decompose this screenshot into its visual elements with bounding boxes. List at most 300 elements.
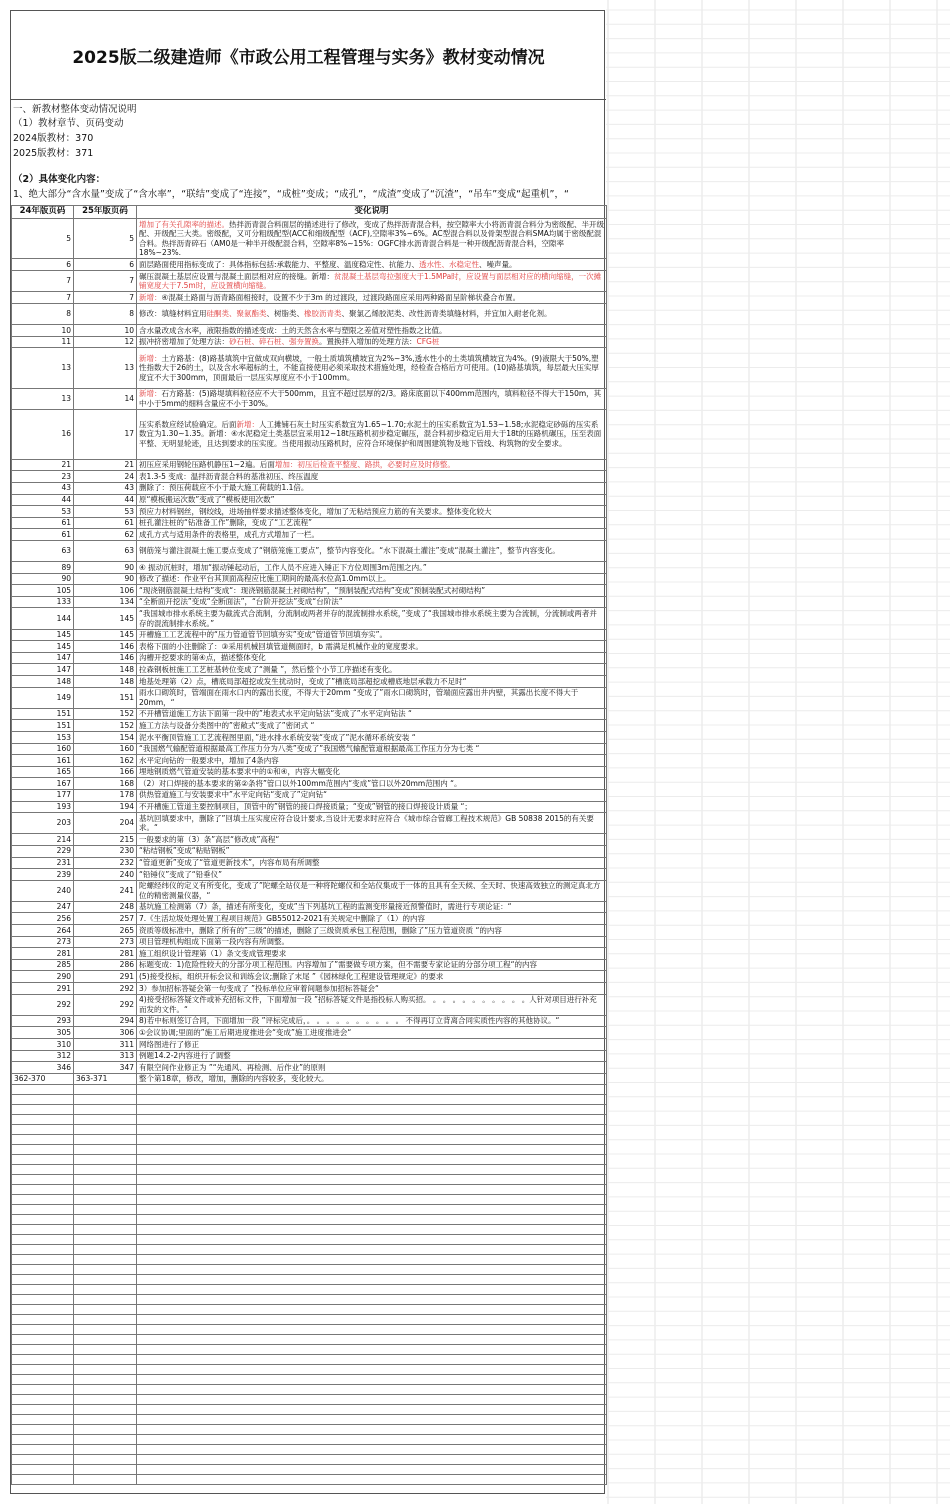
- empty-cell: [74, 1105, 137, 1115]
- page-2024-cell: 8: [12, 303, 74, 324]
- desc-text: 热拌沥青混合料面层的描述进行了修改，变成了热拌沥青混合料，按空隙率大小将沥青混合料分为密级配、半开级配、开级配三大类。密级配，又可分粗级配型(ACC和细级配型（ACF),空隙率3%~6%。AC型混合料以及骨架型混合料SMA均属于密级配混合料。热拌沥青碎石（AM0是一种半开级配混合料，空隙率8%~15%：OGFC排水沥青混合料是一种开级配沥青混合料，空隙率18%~23%.: [139, 219, 604, 258]
- page-2024-cell: 89: [12, 562, 74, 574]
- table-row: [12, 959, 607, 971]
- page-2025-cell: 14: [74, 388, 137, 409]
- desc-text: 雨水口砌筑时，管端面在雨水口内的露出长度，不得大于20mm “变成了”雨水口砌筑时，管端面应露出井内壁，其露出长度不得大于20mm，“: [139, 688, 579, 707]
- empty-row: [12, 1255, 607, 1265]
- page-2024-cell: 145: [12, 629, 74, 641]
- page-2025-cell: 13: [74, 348, 137, 388]
- table-row: [12, 925, 607, 937]
- page-2024-cell: 160: [12, 743, 74, 755]
- empty-cell: [137, 1115, 607, 1125]
- change-desc-cell: [137, 652, 607, 664]
- table-row: [12, 336, 607, 348]
- empty-cell: [74, 1315, 137, 1325]
- desc-text: “铅锤仪”变成了“铅垂仪”: [139, 869, 223, 879]
- empty-row: [12, 1155, 607, 1165]
- table-row: [12, 409, 607, 459]
- page-2025-cell: 281: [74, 948, 137, 960]
- empty-cell: [137, 1275, 607, 1285]
- empty-cell: [74, 1405, 137, 1415]
- empty-cell: [137, 1265, 607, 1275]
- table-row: [12, 789, 607, 801]
- page-title: 2025版二级建造师《市政公用工程管理与实务》教材变动情况: [11, 11, 606, 100]
- desc-text: “全断面开挖法”变成“全断面法”，“台阶开挖法”变成“台阶法”: [139, 597, 343, 607]
- page-2025-cell: 313: [74, 1050, 137, 1062]
- header-2025-page: 25年版页码: [74, 206, 137, 219]
- page-2024-cell: 105: [12, 585, 74, 597]
- empty-cell: [137, 1205, 607, 1215]
- empty-row: [12, 1385, 607, 1395]
- highlight-text: 硅酮类、聚氨酯类: [206, 309, 267, 319]
- highlight-text: 砂石桩、碎石桩、强夯置换: [229, 337, 319, 347]
- desc-text: 预应力材料钢丝，钢绞线，进场抽样要求描述整体变化，增加了无粘结预应力筋的有关要求。整体变化较大: [139, 506, 492, 516]
- page-2024-cell: 149: [12, 687, 74, 708]
- intro-line-3: 2024版教材：370: [13, 133, 94, 144]
- change-desc-cell: [137, 219, 607, 259]
- page-2024-cell: 145: [12, 641, 74, 653]
- empty-row: [12, 1335, 607, 1345]
- change-desc-cell: [137, 983, 607, 995]
- page-2024-cell: 167: [12, 778, 74, 790]
- page-2025-cell: 53: [74, 506, 137, 518]
- table-row: [12, 857, 607, 869]
- desc-text: 基坑回填要求中，删除了”回填土压实度应符合设计要求,当设计无要求时应符合《城市综合管廊工程技术规范》GB 50838 2015的有关要求。“: [139, 813, 594, 833]
- page-2025-cell: 168: [74, 778, 137, 790]
- empty-cell: [12, 1335, 74, 1345]
- empty-cell: [74, 1325, 137, 1335]
- empty-cell: [74, 1455, 137, 1465]
- table-row: [12, 778, 607, 790]
- empty-cell: [12, 1365, 74, 1375]
- empty-cell: [12, 1185, 74, 1195]
- change-desc-cell: [137, 482, 607, 494]
- empty-cell: [137, 1335, 607, 1345]
- highlight-text: 增加了有关孔隙率的描述。: [139, 219, 229, 229]
- empty-cell: [137, 1295, 607, 1305]
- desc-text: 资质等级标准中，删除了所有的”三级“的描述，删除了三级资质承包工程范围，删除了”压力管道资质 “的内容: [139, 925, 502, 935]
- desc-text: 土方路基：(8)路基填筑中宜做成双向横坡，一般土质填筑横坡宜为2%~3%,透水性小的土类填筑横坡宜为4%。(9)液限大于50%,塑性指数大于26的土，以及含水率超标的土，不能直接使用必须采取技术措施处理，经检查合格后方可使用。(10)路基填筑，每层最大压实厚度宜不大于300mm，顶面最后一层压实厚度应不小于100mm。: [139, 353, 599, 382]
- empty-row: [12, 1415, 607, 1425]
- change-desc-cell: [137, 1062, 607, 1074]
- desc-text: 原“模板搬运次数”变成了“模板使用次数”: [139, 495, 275, 505]
- page-2024-cell: 63: [12, 540, 74, 561]
- change-desc-cell: [137, 687, 607, 708]
- desc-text: 不开槽管道施工方法下面第一段中的”地表式水平定向钻法“变成了”水平定向钻法 “: [139, 709, 412, 719]
- desc-text: 修改了描述：作业平台其顶面高程应比施工期间的最高水位高1.0mm以上。: [139, 574, 391, 584]
- page-2024-cell: 147: [12, 652, 74, 664]
- empty-cell: [12, 1465, 74, 1475]
- page-2024-cell: 229: [12, 845, 74, 857]
- change-desc-cell: [137, 845, 607, 857]
- table-row: [12, 608, 607, 629]
- page-2025-cell: 152: [74, 708, 137, 720]
- empty-row: [12, 1095, 607, 1105]
- empty-cell: [12, 1415, 74, 1425]
- page-2024-cell: 291: [12, 983, 74, 995]
- highlight-text: 橡胶沥青类: [304, 309, 342, 319]
- desc-text: 成孔方式与适用条件的表格里，成孔方式增加了一栏。: [139, 529, 319, 539]
- change-desc-cell: [137, 869, 607, 881]
- table-row: [12, 708, 607, 720]
- empty-row: [12, 1215, 607, 1225]
- change-desc-cell: [137, 948, 607, 960]
- empty-cell: [137, 1145, 607, 1155]
- empty-cell: [137, 1175, 607, 1185]
- table-row: [12, 482, 607, 494]
- page-2024-cell: 43: [12, 482, 74, 494]
- empty-cell: [74, 1195, 137, 1205]
- empty-cell: [12, 1225, 74, 1235]
- page-2025-cell: 273: [74, 936, 137, 948]
- change-desc-cell: [137, 778, 607, 790]
- change-desc-cell: [137, 303, 607, 324]
- page-2025-cell: 241: [74, 880, 137, 901]
- page-2024-cell: 7: [12, 270, 74, 291]
- desc-text: 基坑施工检测第（7）条，描述有所变化，变成”当下列基坑工程的监测变形量接近预警值时，需进行专项论证：“: [139, 902, 512, 912]
- table-row: [12, 834, 607, 846]
- change-desc-cell: [137, 1027, 607, 1039]
- empty-cell: [12, 1145, 74, 1155]
- page-2025-cell: 12: [74, 336, 137, 348]
- table-row: [12, 270, 607, 291]
- page-2025-cell: 232: [74, 857, 137, 869]
- empty-cell: [137, 1155, 607, 1165]
- page-2025-cell: 90: [74, 562, 137, 574]
- empty-cell: [12, 1095, 74, 1105]
- empty-cell: [12, 1235, 74, 1245]
- empty-cell: [74, 1085, 137, 1095]
- desc-text: 、聚氯乙烯胶泥类、改性沥青类填缝材料，并宜加入耐老化剂。: [341, 309, 552, 319]
- desc-text: 桩孔灌注桩的“钻准备工作”删除，变成了“工艺流程”: [139, 518, 313, 528]
- table-row: [12, 517, 607, 529]
- change-desc-cell: [137, 1015, 607, 1027]
- page-2025-cell: 160: [74, 743, 137, 755]
- empty-cell: [137, 1465, 607, 1475]
- empty-cell: [137, 1435, 607, 1445]
- highlight-text: 增加：初压后检查平整度、路拱，必要时应及时修整。: [274, 460, 455, 470]
- page-2025-cell: 62: [74, 529, 137, 541]
- desc-text: 7.《生活垃圾处理处置工程项目规范》GB55012-2021有关规定中删除了（1）的内容: [139, 914, 426, 924]
- page-2025-cell: 166: [74, 766, 137, 778]
- change-desc-cell: [137, 1039, 607, 1051]
- page-2025-cell: 204: [74, 813, 137, 834]
- page-2024-cell: 177: [12, 789, 74, 801]
- page-2024-cell: 5: [12, 219, 74, 259]
- empty-row: [12, 1085, 607, 1095]
- table-row: [12, 629, 607, 641]
- page-2025-cell: 178: [74, 789, 137, 801]
- intro-line-2: （1）教材章节、页码变动: [13, 118, 124, 129]
- table-row: [12, 388, 607, 409]
- empty-cell: [137, 1375, 607, 1385]
- empty-row: [12, 1135, 607, 1145]
- table-row: [12, 1073, 607, 1085]
- empty-cell: [12, 1385, 74, 1395]
- page-2025-cell: 306: [74, 1027, 137, 1039]
- highlight-text: 新增：: [139, 353, 162, 363]
- desc-text: 开槽施工工艺流程中的“压力管道管节回填夯实”变成“管道管节回填夯实”。: [139, 630, 388, 640]
- empty-cell: [74, 1175, 137, 1185]
- page-2024-cell: 247: [12, 901, 74, 913]
- table-row: [12, 801, 607, 813]
- change-desc-cell: [137, 529, 607, 541]
- empty-row: [12, 1165, 607, 1175]
- empty-cell: [137, 1225, 607, 1235]
- empty-cell: [12, 1425, 74, 1435]
- change-desc-cell: [137, 471, 607, 483]
- desc-text: 沟槽开挖要求的第④点，描述整体变化: [139, 653, 266, 663]
- table-header-row: [12, 206, 607, 219]
- intro-line-4: 2025版教材：371: [13, 148, 94, 159]
- table-row: [12, 983, 607, 995]
- highlight-text: CFG桩: [416, 337, 440, 347]
- page-2025-cell: 106: [74, 585, 137, 597]
- empty-cell: [12, 1245, 74, 1255]
- page-2025-cell: 146: [74, 652, 137, 664]
- empty-cell: [12, 1345, 74, 1355]
- empty-row: [12, 1375, 607, 1385]
- change-desc-cell: [137, 596, 607, 608]
- page-2025-cell: 257: [74, 913, 137, 925]
- highlight-text: 新增：: [139, 292, 162, 302]
- desc-text: (5)接受投标，组织开标会议和训练会议;删除了末尾 ”《园林绿化工程建设管理规定》的要求: [139, 971, 444, 981]
- empty-cell: [137, 1325, 607, 1335]
- empty-cell: [137, 1385, 607, 1395]
- empty-cell: [12, 1165, 74, 1175]
- desc-text: 4)接受招标答疑文件或补充招标文件，下面增加一段 ”招标答疑文件是指投标人购买招。 。 。 。 。 。 。 。 。 。 。人针对项目进行补充而发的文件。“: [139, 995, 597, 1014]
- empty-row: [12, 1435, 607, 1445]
- empty-cell: [74, 1125, 137, 1135]
- table-row: [12, 1062, 607, 1074]
- change-desc-cell: [137, 766, 607, 778]
- highlight-text: 新增：: [139, 389, 162, 399]
- change-desc-cell: [137, 573, 607, 585]
- table-row: [12, 562, 607, 574]
- desc-text: 项目管理机构组成下面第一段内容有所调整。: [139, 937, 289, 947]
- empty-cell: [12, 1295, 74, 1305]
- empty-cell: [74, 1345, 137, 1355]
- page-2025-cell: 148: [74, 676, 137, 688]
- page-2024-cell: 161: [12, 755, 74, 767]
- empty-cell: [12, 1155, 74, 1165]
- table-row: [12, 303, 607, 324]
- page-2025-cell: 7: [74, 292, 137, 304]
- desc-text: 振冲挤密增加了处理方法：: [139, 337, 229, 347]
- page-2024-cell: 90: [12, 573, 74, 585]
- change-desc-cell: [137, 994, 607, 1015]
- empty-cell: [137, 1355, 607, 1365]
- change-desc-cell: [137, 720, 607, 732]
- table-row: [12, 292, 607, 304]
- page-2025-cell: 248: [74, 901, 137, 913]
- empty-cell: [12, 1325, 74, 1335]
- empty-cell: [74, 1265, 137, 1275]
- page-2025-cell: 21: [74, 459, 137, 471]
- change-desc-cell: [137, 517, 607, 529]
- empty-cell: [74, 1115, 137, 1125]
- empty-cell: [74, 1165, 137, 1175]
- table-row: [12, 596, 607, 608]
- empty-row: [12, 1425, 607, 1435]
- empty-row: [12, 1345, 607, 1355]
- table-row: [12, 1039, 607, 1051]
- empty-row: [12, 1315, 607, 1325]
- table-row: [12, 901, 607, 913]
- desc-text: 、树脂类、: [266, 309, 304, 319]
- desc-text: 不开槽施工管道主要控制项目，顶管中的”钢管的接口焊接质量；“变成”钢管的接口焊接设计质量 “；: [139, 802, 472, 812]
- page-2024-cell: 61: [12, 529, 74, 541]
- desc-text: 石方路基：(5)路堤填料粒径应不大于500mm，且宜不超过层厚的2/3。路床底面以下400mm范围内，填料粒径不得大于150m，其中小于5mm的细料含量应不小于30%。: [139, 389, 602, 408]
- table-row: [12, 1015, 607, 1027]
- empty-cell: [12, 1315, 74, 1325]
- empty-row: [12, 1115, 607, 1125]
- change-desc-cell: [137, 789, 607, 801]
- empty-row: [12, 1245, 607, 1255]
- change-desc-cell: [137, 880, 607, 901]
- empty-cell: [74, 1465, 137, 1475]
- empty-row: [12, 1185, 607, 1195]
- empty-row: [12, 1275, 607, 1285]
- page-2024-cell: 273: [12, 936, 74, 948]
- empty-row: [12, 1225, 607, 1235]
- empty-cell: [74, 1475, 137, 1485]
- page-2024-cell: 193: [12, 801, 74, 813]
- change-desc-cell: [137, 259, 607, 271]
- change-desc-cell: [137, 506, 607, 518]
- empty-row: [12, 1465, 607, 1475]
- page-2025-cell: 240: [74, 869, 137, 881]
- desc-text: “现浇钢筋混凝土结构”变成“：现浇钢筋混凝土衬砌结构”，“预制装配式结构”变成“预制装配式衬砌结构”: [139, 585, 486, 595]
- page-2024-cell: 264: [12, 925, 74, 937]
- desc-text: 、噪声量。: [479, 259, 517, 269]
- page-2024-cell: 61: [12, 517, 74, 529]
- highlight-text: 贫混凝土基层弯拉强度大于1.5MPa时，应设置与面层相对应的横向缩缝，一次摊铺宽度大于7.5m时，应设置横向缩缝。: [139, 271, 602, 291]
- empty-cell: [12, 1285, 74, 1295]
- change-desc-cell: [137, 388, 607, 409]
- empty-cell: [137, 1255, 607, 1265]
- change-desc-cell: [137, 925, 607, 937]
- table-row: [12, 348, 607, 388]
- empty-cell: [12, 1255, 74, 1265]
- empty-cell: [74, 1155, 137, 1165]
- empty-cell: [12, 1445, 74, 1455]
- empty-cell: [137, 1315, 607, 1325]
- empty-cell: [74, 1425, 137, 1435]
- desc-text: 整个第18章，修改，增加，删除的内容较多，变化较大。: [139, 1074, 329, 1084]
- desc-text: 有限空间作业修正为 ”“先通风、再检测、后作业”的原则: [139, 1062, 326, 1072]
- page-2025-cell: 148: [74, 664, 137, 676]
- change-desc-cell: [137, 292, 607, 304]
- empty-cell: [137, 1285, 607, 1295]
- empty-cell: [74, 1415, 137, 1425]
- page-2024-cell: 44: [12, 494, 74, 506]
- empty-cell: [74, 1205, 137, 1215]
- desc-text: “我国燃气输配管道根据最高工作压力分为八类”变成了”我国燃气输配管道根据最高工作压力分为七类 “: [139, 744, 480, 754]
- empty-cell: [137, 1195, 607, 1205]
- page-2025-cell: 43: [74, 482, 137, 494]
- table-row: [12, 471, 607, 483]
- empty-cell: [137, 1395, 607, 1405]
- empty-row: [12, 1285, 607, 1295]
- page-2025-cell: 90: [74, 573, 137, 585]
- change-desc-cell: [137, 676, 607, 688]
- intro-section-title: （2）具体变化内容：: [13, 174, 106, 185]
- empty-row: [12, 1455, 607, 1465]
- desc-text: “管道更新”变成了“管道更新技术”，内容布局有所调整: [139, 858, 320, 868]
- empty-cell: [74, 1235, 137, 1245]
- page-2024-cell: 13: [12, 388, 74, 409]
- page-2024-cell: 256: [12, 913, 74, 925]
- change-desc-cell: [137, 708, 607, 720]
- empty-row: [12, 1355, 607, 1365]
- table-row: [12, 664, 607, 676]
- desc-text: 地基处理第（2）点，槽底局部超挖或发生扰动时，变成了”槽底局部超挖或槽底地层承载力不足时“: [139, 676, 467, 686]
- change-desc-cell: [137, 959, 607, 971]
- page-2024-cell: 203: [12, 813, 74, 834]
- table-row: [12, 494, 607, 506]
- empty-row: [12, 1365, 607, 1375]
- change-desc-cell: [137, 1050, 607, 1062]
- page-2024-cell: 21: [12, 459, 74, 471]
- page-2025-cell: 24: [74, 471, 137, 483]
- desc-text: 供热管道施工与安装要求中”水平定向钻“变成了”定向钻“: [139, 790, 328, 800]
- page-2024-cell: 16: [12, 409, 74, 459]
- page-2025-cell: 194: [74, 801, 137, 813]
- page-2025-cell: 63: [74, 540, 137, 561]
- empty-cell: [137, 1305, 607, 1315]
- table-row: [12, 880, 607, 901]
- page-2024-cell: 310: [12, 1039, 74, 1051]
- highlight-text: 新增：: [236, 419, 259, 429]
- header-change-desc: 变化说明: [137, 206, 607, 219]
- empty-row: [12, 1235, 607, 1245]
- empty-row: [12, 1405, 607, 1415]
- change-desc-cell: [137, 494, 607, 506]
- empty-cell: [12, 1405, 74, 1415]
- empty-cell: [137, 1095, 607, 1105]
- desc-text: “我国城市排水系统主要为截流式合流制，分流制或两者并存的混流制排水系统，”变成了“我国城市排水系统主要为合流制，分流制或两者并存的混流制排水系统。”: [139, 609, 597, 628]
- page-2024-cell: 214: [12, 834, 74, 846]
- empty-cell: [74, 1185, 137, 1195]
- table-row: [12, 743, 607, 755]
- desc-text: 施工组织设计管理第（1）条文变成管理要求: [139, 948, 287, 958]
- table-row: [12, 506, 607, 518]
- desc-text: 表1.3-5 变成：温拌沥青混合料的基准初压、终压温度: [139, 471, 319, 481]
- empty-cell: [74, 1305, 137, 1315]
- page-2025-cell: 265: [74, 925, 137, 937]
- table-row: [12, 731, 607, 743]
- desc-text: ①会议协调;里面的”施工后期进度推进会“变成”施工进度推进会“: [139, 1027, 352, 1037]
- table-row: [12, 755, 607, 767]
- empty-cell: [74, 1365, 137, 1375]
- empty-cell: [12, 1475, 74, 1485]
- page-2025-cell: 8: [74, 303, 137, 324]
- desc-text: 拉森钢板桩施工工艺桩基转位变成了“测量 ”，然后整个小节工序描述有变化。: [139, 664, 397, 674]
- page-2024-cell: 153: [12, 731, 74, 743]
- page-2024-cell: 281: [12, 948, 74, 960]
- empty-cell: [74, 1375, 137, 1385]
- page-2024-cell: 151: [12, 720, 74, 732]
- page-2025-cell: 145: [74, 629, 137, 641]
- empty-cell: [137, 1105, 607, 1115]
- document-sheet: [10, 10, 605, 1494]
- change-desc-cell: [137, 664, 607, 676]
- table-row: [12, 573, 607, 585]
- desc-text: 例题14.2-2内容进行了调整: [139, 1051, 231, 1061]
- page-2024-cell: 53: [12, 506, 74, 518]
- table-row: [12, 948, 607, 960]
